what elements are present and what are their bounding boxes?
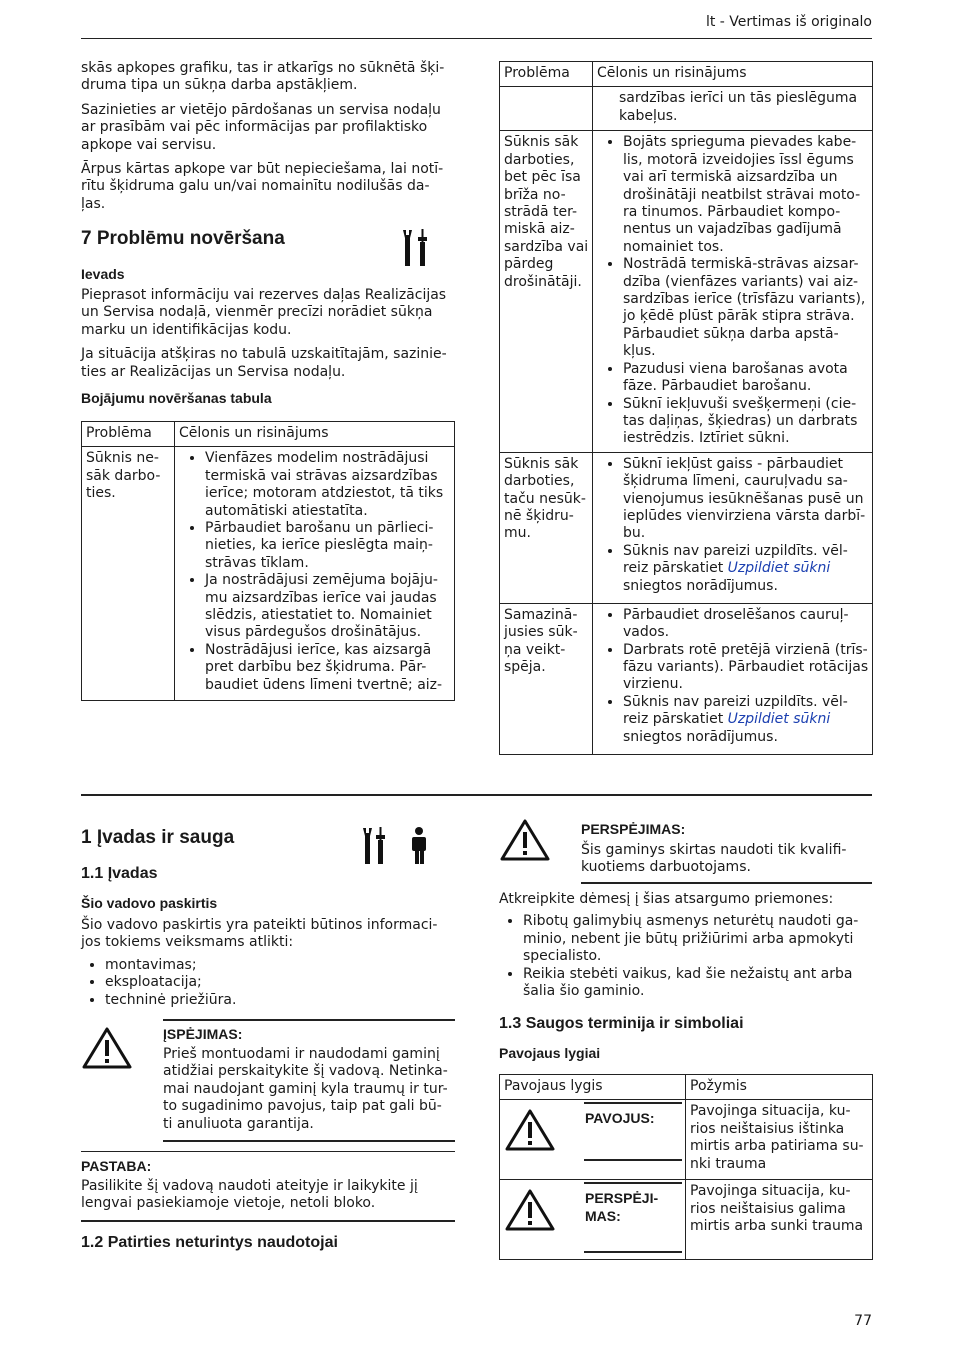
section-divider (81, 794, 872, 796)
level-rule-bottom (584, 1251, 682, 1253)
warning-label: ĮSPĖJIMAS: (163, 1026, 243, 1042)
list-item: • Sūknī iekļūst gaiss - pārbaudiet šķidruma līmeni, cauruļvadu sa-vienojumus iesūknēšanas pusē un ieplūdes vienvirziena vārsta darbī-bu. (623, 456, 869, 543)
table-row (500, 87, 873, 131)
table-header-row (500, 1075, 873, 1100)
problem-cell: Samazinā- jusies sūk- ņa veikt- spēja. (500, 603, 593, 754)
table-row (500, 603, 873, 754)
level-label: PAVOJUS: (585, 1110, 655, 1127)
purpose-block (81, 917, 456, 1009)
purpose-text: Šio vadovo paskirtis yra pateikti būtinos informaci- jos tokiems veiksmams atlikti: (81, 917, 438, 951)
tools-and-person-icon (361, 826, 433, 866)
table-row (500, 1100, 873, 1180)
level-rule-bottom (584, 1159, 682, 1161)
intro-paragraph-2: Sazinieties ar vietējo pārdošanas un servisa nodaļu ar prasībām vai pēc informācijas par profilaktisko apkope vai servisu. (81, 101, 441, 153)
list-item (623, 543, 869, 595)
attention-text: Atkreipkite dėmesį į šias atsargumo priemones: (499, 891, 834, 907)
header-cause: Cēlonis un risinājums (593, 62, 873, 87)
warning-bottom-rule (163, 1140, 455, 1142)
problem-cell: Sūknis ne- sāk darbo- ties. (82, 447, 175, 701)
warning-triangle-icon (81, 1026, 133, 1070)
list-item: • Pārbaudiet barošanu un pārlieci-nieties, ka ierīce pieslēgta maiņ-strāvas tīklam. (205, 520, 451, 572)
problem-cell: Sūknis sāk darboties, bet pēc īsa brīža no- strādā ter- miskā aiz- sardzība vai pārdeg drošinātāji. (500, 131, 593, 452)
cause-cell (175, 447, 455, 701)
level-cell-warning (500, 1180, 686, 1260)
page-number: 77 (854, 1313, 872, 1329)
ievads-paragraph-1: Pieprasot informāciju vai rezerves daļas Realizācijas un Servisa nodaļā, vienmēr precīzi norādiet sūkņa marku un identifikācijas kodu. (81, 287, 447, 338)
table-header-row (82, 422, 455, 447)
list-item: • Darbrats rotē pretējā virzienā (trīs-fāzu variants). Pārbaudiet rotācijas virzienu. (623, 642, 869, 694)
header-problem: Problēma (500, 62, 593, 87)
list-item: • eksploatacija; (105, 974, 456, 991)
cause-cell (593, 603, 873, 754)
cause-cell (593, 452, 873, 603)
attention-list (499, 913, 874, 1000)
list-text: Sūknis nav pareizi uzpildīts. vēl-reiz pārskatiet (623, 542, 848, 577)
caution-bottom-rule (581, 882, 872, 884)
list-text: sniegtos norādījumus. (623, 728, 778, 745)
intro-paragraph-1: skās apkopes grafiku, tas ir atkarīgs no sūknētā šķi- druma tipa un sūkņa darba apstākļiem. (81, 60, 445, 94)
attention-block (499, 891, 874, 1000)
note-top-rule (81, 1151, 455, 1152)
subsection-1-2-title: 1.2 Patirties neturintys naudotojai (81, 1234, 338, 1251)
continued-cell: sardzības ierīci un tās pieslēguma kabeļus. (593, 87, 873, 131)
subsection-1-3-title: 1.3 Saugos terminija ir simboliai (499, 1015, 744, 1032)
table-row (500, 452, 873, 603)
header-level: Pavojaus lygis (500, 1075, 686, 1100)
level-cell-danger (500, 1100, 686, 1180)
table-title: Bojājumu novēršanas tabula (81, 390, 272, 406)
level-rule-top (584, 1182, 682, 1184)
caution-label: PERSPĖJIMAS: (581, 821, 686, 837)
tools-icon (401, 228, 431, 268)
table-row (500, 131, 873, 452)
list-item: • Pazudusi viena barošanas avota fāze. Pārbaudiet barošanu. (623, 361, 869, 396)
list-item (623, 694, 869, 746)
cause-cell (593, 131, 873, 452)
header-text: lt - Vertimas iš originalo (705, 14, 872, 30)
intro-paragraph-3: Ārpus kārtas apkope var būt nepieciešama, lai notī- rītu šķidruma galu un/vai nomainītu nodilušās da- ļas. (81, 161, 444, 212)
section-7-title: 7 Problēmu novēršana (81, 228, 285, 249)
troubleshooting-table-left (81, 421, 455, 701)
level-desc: Pavojinga situacija, ku- rios neištaisius ištinka mirtis arba patiriama su- nki trauma (686, 1100, 873, 1180)
warning-text: Prieš montuodami ir naudodami gaminį atidžiai perskaitykite šį vadovą. Netinka- mai naudojant gaminį kyla traumų ir tur- to sugadinimo pavojus, taip pat gali bū- ti anuliuota garantija. (163, 1046, 448, 1132)
list-item: • Sūknī iekļuvuši svešķermeņi (cie-tas daļiņas, šķiedras) un darbrats iestrēdzis. Iztīriet sūkni. (623, 396, 869, 448)
warning-top-rule (163, 1019, 455, 1021)
list-item: • Reikia stebėti vaikus, kad šie nežaistų ant arba šalia šio gaminio. (523, 966, 874, 1001)
list-item: • Ribotų galimybių asmenys neturėtų naudoti ga-minio, nebent jie būtų prižiūrimi arba apmokyti specialisto. (523, 913, 874, 965)
list-item: • Bojāts sprieguma pievades kabe-lis, motorā izveidojies īssl ēgums vai arī termiskā aizsardzība un drošinātāji neatbilst strāvai moto-ra tinumos. Pārbaudiet kompo-nentus un vajadzības gadījumā nomainiet tos. (623, 134, 869, 256)
warning-triangle-icon (504, 1188, 556, 1232)
subsection-1-1-title: 1.1 Įvadas (81, 865, 158, 882)
level-label: PERSPĖJI- MAS: (585, 1190, 659, 1224)
header-sign: Požymis (686, 1075, 873, 1100)
list-text: Sūknis nav pareizi uzpildīts. vēl-reiz pārskatiet (623, 693, 848, 728)
problem-cell: Sūknis sāk darboties, taču nesūk- nē šķidru- mu. (500, 452, 593, 603)
note-text: Pasilikite šį vadovą naudoti ateityje ir laikykite jį lengvai pasiekiamoje vietoje, netoli bloko. (81, 1178, 418, 1212)
note-bottom-rule (81, 1220, 455, 1222)
purpose-list (81, 957, 456, 1009)
danger-triangle-icon (504, 1108, 556, 1152)
fill-pump-link[interactable]: Uzpildiet sūkni (727, 711, 831, 728)
list-item: • montavimas; (105, 957, 456, 974)
table-header-row (500, 62, 873, 87)
top-left-column (81, 60, 456, 213)
list-item: • Pārbaudiet droselēšanos cauruļ-vados. (623, 607, 869, 642)
fill-pump-link[interactable]: Uzpildiet sūkni (727, 560, 831, 577)
caution-text: Šis gaminys skirtas naudoti tik kvalifi- kuotiems darbuotojams. (581, 842, 847, 876)
purpose-title: Šio vadovo paskirtis (81, 895, 218, 911)
levels-title: Pavojaus lygiai (499, 1045, 601, 1061)
troubleshooting-table-right (499, 61, 873, 755)
list-text: sniegtos norādījumus. (623, 577, 778, 594)
table-row (82, 447, 455, 701)
note-label: PASTABA: (81, 1158, 152, 1174)
list-item: • Ja nostrādājusi zemējuma bojāju-mu aizsardzības ierīce vai jaudas slēdzis, atiestatiet to. Nomainiet visus pārdegušos drošinātājus. (205, 572, 451, 642)
ievads-paragraph-2: Ja situācija atšķiras no tabulā uzskaitītajām, sazinie- ties ar Realizācijas un Servisa nodaļu. (81, 346, 447, 380)
ievads-block (81, 287, 456, 381)
ievads-title: Ievads (81, 266, 125, 282)
page-header (81, 0, 872, 39)
table-row (500, 1180, 873, 1260)
section-1-title: 1 Įvadas ir sauga (81, 827, 235, 848)
caution-triangle-icon (499, 818, 551, 862)
header-problem: Problēma (82, 422, 175, 447)
header-cause: Cēlonis un risinājums (175, 422, 455, 447)
list-item: • techninė priežiūra. (105, 992, 456, 1009)
list-item: • Nostrādājusi ierīce, kas aizsargā pret darbību bez šķidruma. Pār-baudiet ūdens līmeni tvertnē; aiz- (205, 642, 451, 694)
list-item: • Vienfāzes modelim nostrādājusi termiskā vai strāvas aizsardzības ierīce; motoram atdziestot, tā tiks automātiski atiestatīta. (205, 450, 451, 520)
level-rule-top (584, 1102, 682, 1104)
hazard-levels-table (499, 1074, 873, 1260)
level-desc: Pavojinga situacija, ku- rios neištaisius galima mirtis arba sunki trauma (686, 1180, 873, 1260)
problem-cell-empty (500, 87, 593, 131)
list-item: • Nostrādā termiskā-strāvas aizsar-dzība (vienfāzes variants) vai aiz-sardzības ierīce (trīsfāzu variants), jo ķēdē plūst pārāk stipra strāva. Pārbaudiet sūkņa darba apstā-kļus. (623, 256, 869, 360)
